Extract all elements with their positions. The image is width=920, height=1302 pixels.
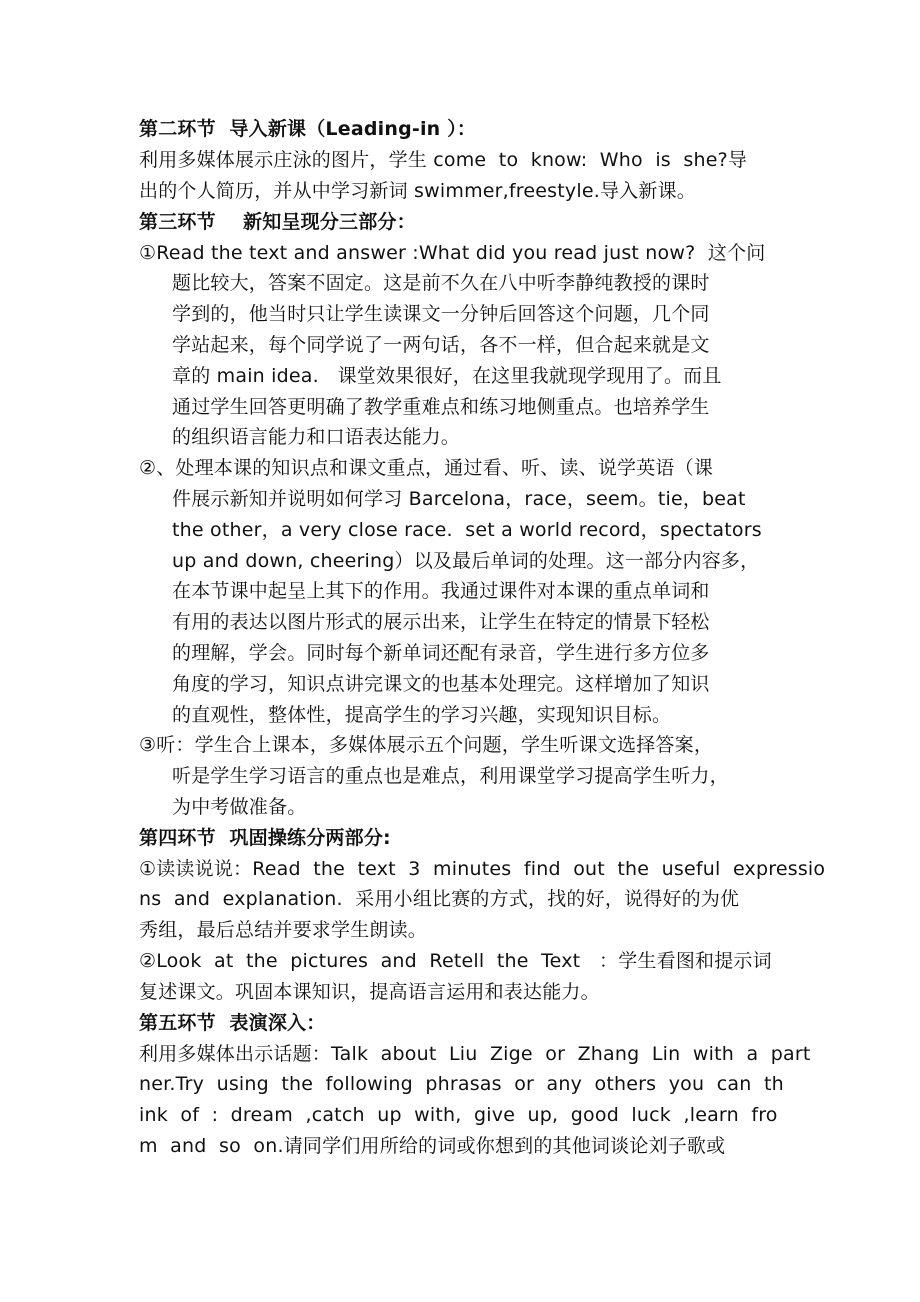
paragraph-line: 的直观性，整体性，提高学生的学习兴趣，实现知识目标。 [172, 704, 672, 726]
paragraph-line: ①读读说说：Read the text 3 minutes find out the useful expressio [139, 858, 826, 880]
paragraph-line: 学到的，他当时只让学生读课文一分钟后回答这个问题，几个同 [172, 303, 710, 325]
section-heading-3: 第三环节 新知呈现分三部分： [139, 211, 416, 233]
paragraph-line: m and so on.请同学们用所给的词或你想到的其他词谈论刘子歌或 [139, 1135, 726, 1157]
paragraph-line: 为中考做准备。 [172, 796, 307, 818]
paragraph-line: 题比较大，答案不固定。这是前不久在八中听李静纯教授的课时 [172, 272, 710, 294]
paragraph-line: ner.Try using the following phrasas or any others you can th [139, 1073, 784, 1095]
paragraph-line: 利用多媒体展示庄泳的图片，学生 come to know: Who is she?导 [139, 149, 748, 171]
section-heading-4: 第四环节 巩固操练分两部分: [139, 827, 391, 849]
paragraph-line: 通过学生回答更明确了教学重难点和练习地侧重点。也培养学生 [172, 396, 710, 418]
section-heading-5: 第五环节 表演深入： [139, 1012, 326, 1034]
paragraph-line: 件展示新知并说明如何学习 Barcelona，race，seem。tie，beat [172, 488, 746, 510]
paragraph-line: 在本节课中起呈上其下的作用。我通过课件对本课的重点单词和 [172, 580, 710, 602]
paragraph-line: 利用多媒体出示话题：Talk about Liu Zige or Zhang Lin with a part [139, 1043, 811, 1065]
paragraph-line: up and down, cheering）以及最后单词的处理。这一部分内容多， [172, 550, 760, 572]
paragraph-line: 学站起来，每个同学说了一两句话，各不一样，但合起来就是文 [172, 334, 710, 356]
paragraph-line: ②、处理本课的知识点和课文重点，通过看、听、读、说学英语（课 [139, 457, 714, 479]
paragraph-line: 听是学生学习语言的重点也是难点，利用课堂学习提高学生听力， [172, 765, 729, 787]
paragraph-line: ①Read the text and answer :What did you read just now? 这个问 [139, 242, 766, 264]
section-heading-2: 第二环节 导入新课（Leading-in ）： [139, 118, 477, 140]
paragraph-line: 秀组，最后总结并要求学生朗读。 [139, 919, 428, 941]
paragraph-line: ②Look at the pictures and Retell the Text ：学生看图和提示词 [139, 950, 772, 972]
paragraph-line: 角度的学习，知识点讲完课文的也基本处理完。这样增加了知识 [172, 673, 710, 695]
paragraph-line: ink of : dream ,catch up with, give up, good luck ,learn fro [139, 1104, 778, 1126]
paragraph-line: ns and explanation. 采用小组比赛的方式，找的好，说得好的为优 [139, 888, 740, 910]
paragraph-line: 出的个人简历，并从中学习新词 swimmer,freestyle.导入新课。 [139, 180, 696, 202]
paragraph-line: ③听：学生合上课本，多媒体展示五个问题，学生听课文选择答案， [139, 734, 714, 756]
paragraph-line: 章的 main idea. 课堂效果很好，在这里我就现学现用了。而且 [172, 365, 722, 387]
paragraph-line: the other，a very close race. set a world record，spectators [172, 519, 762, 541]
paragraph-line: 有用的表达以图片形式的展示出来，让学生在特定的情景下轻松 [172, 611, 710, 633]
paragraph-line: 的组织语言能力和口语表达能力。 [172, 426, 461, 448]
paragraph-line: 复述课文。巩固本课知识，提高语言运用和表达能力。 [139, 981, 600, 1003]
paragraph-line: 的理解，学会。同时每个新单词还配有录音，学生进行多方位多 [172, 642, 710, 664]
